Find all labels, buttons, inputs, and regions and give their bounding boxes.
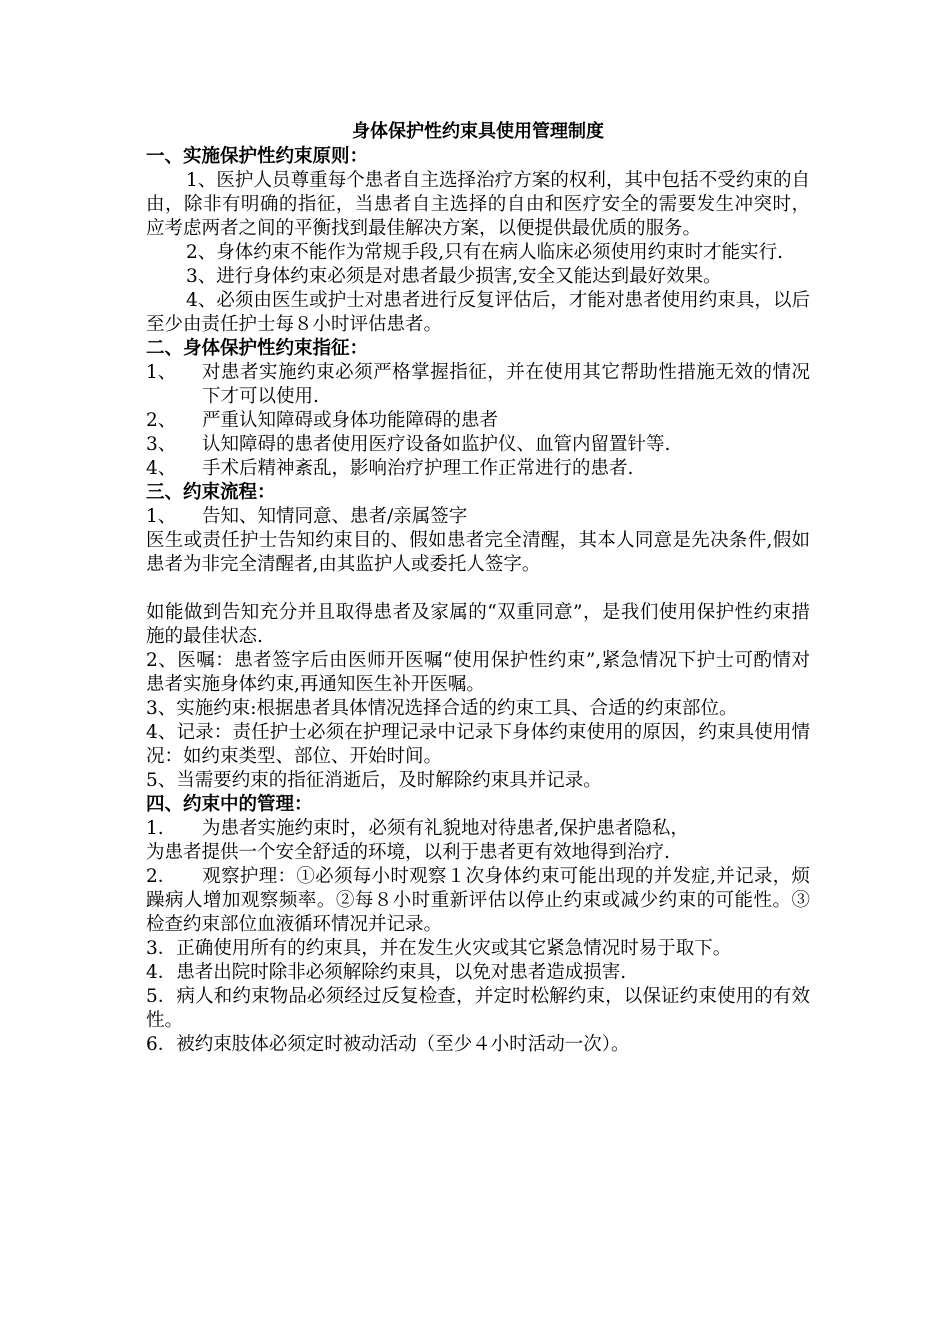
list-number: 1、 bbox=[146, 362, 177, 383]
paragraph: 2、身体约束不能作为常规手段,只有在病人临床必须使用约束时才能实行. bbox=[186, 242, 784, 263]
section-heading-2: 二、身体保护性约束指征： bbox=[146, 338, 369, 359]
list-text: 认知障碍的患者使用医疗设备如监护仪、血管内留置针等. bbox=[202, 434, 671, 455]
list-number: 1、 bbox=[146, 506, 177, 527]
paragraph: 3．正确使用所有的约束具，并在发生火灾或其它紧急情况时易于取下。 bbox=[146, 938, 732, 959]
list-text: 对患者实施约束必须严格掌握指征，并在使用其它帮助性措施无效的情况下才可以使用. bbox=[202, 362, 810, 407]
document-page bbox=[146, 120, 810, 1057]
paragraph: 4、记录：责任护士必须在护理记录中记录下身体约束使用的原因，约束具使用情况：如约束类型、部位、开始时间。 bbox=[146, 722, 810, 767]
paragraph: 2、医嘱：患者签字后由医师开医嘱“使用保护性约束”,紧急情况下护士可酌情对患者实施身体约束,再通知医生补开医嘱。 bbox=[146, 650, 810, 695]
list-text: 告知、知情同意、患者/亲属签字 bbox=[202, 506, 468, 527]
list-number: 1. bbox=[146, 818, 164, 839]
list-item bbox=[146, 409, 810, 433]
list-text: 为患者实施约束时，必须有礼貌地对待患者,保护患者隐私， bbox=[202, 818, 689, 839]
paragraph: 4、必须由医生或护士对患者进行反复评估后，才能对患者使用约束具，以后至少由责任护士每８小时评估患者。 bbox=[146, 290, 810, 335]
paragraph: 4．患者出院时除非必须解除约束具，以免对患者造成损害. bbox=[146, 962, 627, 983]
paragraph bbox=[146, 865, 810, 937]
page-title: 身体保护性约束具使用管理制度 bbox=[352, 121, 604, 142]
section-heading-3: 三、约束流程： bbox=[146, 482, 276, 503]
paragraph: 如能做到告知充分并且取得患者及家属的“双重同意”，是我们使用保护性约束措施的最佳状态. bbox=[146, 602, 810, 647]
paragraph: 1、医护人员尊重每个患者自主选择治疗方案的权利，其中包括不受约束的自由，除非有明确的指征，当患者自主选择的自由和医疗安全的需要发生冲突时，应考虑两者之间的平衡找到最佳解决方案，以便提供最优质的服务。 bbox=[146, 170, 810, 239]
paragraph: 医生或责任护士告知约束目的、假如患者完全清醒，其本人同意是先决条件,假如患者为非完全清醒者,由其监护人或委托人签字。 bbox=[146, 530, 810, 575]
list-item bbox=[146, 457, 810, 481]
list-item bbox=[146, 361, 810, 409]
list-number: 2、 bbox=[146, 410, 177, 431]
list-item bbox=[146, 817, 810, 841]
list-number: 2． bbox=[146, 866, 177, 887]
section-heading-4: 四、约束中的管理： bbox=[146, 794, 313, 815]
section-heading-1: 一、实施保护性约束原则： bbox=[146, 146, 369, 167]
list-text: 手术后精神紊乱，影响治疗护理工作正常进行的患者. bbox=[202, 458, 634, 479]
list-item bbox=[146, 433, 810, 457]
paragraph: 为患者提供一个安全舒适的环境，以利于患者更有效地得到治疗. bbox=[146, 842, 670, 863]
list-number: 3、 bbox=[146, 434, 177, 455]
list-number: 4、 bbox=[146, 458, 177, 479]
list-text: 严重认知障碍或身体功能障碍的患者 bbox=[202, 410, 499, 431]
paragraph: 6．被约束肢体必须定时被动活动（至少４小时活动一次）。 bbox=[146, 1034, 630, 1055]
paragraph: 5．病人和约束物品必须经过反复检查，并定时松解约束，以保证约束使用的有效性。 bbox=[146, 986, 810, 1031]
paragraph: 3、进行身体约束必须是对患者最少损害,安全又能达到最好效果。 bbox=[186, 266, 722, 287]
list-text: 观察护理：①必须每小时观察１次身体约束可能出现的并发症,并记录，烦躁病人增加观察频率。②每８小时重新评估以停止约束或减少约束的可能性。③检查约束部位血液循环情况并记录。 bbox=[146, 866, 810, 935]
paragraph: 5、当需要约束的指征消逝后，及时解除约束具并记录。 bbox=[146, 770, 602, 791]
blank-line bbox=[146, 577, 810, 601]
paragraph: 3、实施约束:根据患者具体情况选择合适的约束工具、合适的约束部位。 bbox=[146, 698, 738, 719]
list-item bbox=[146, 505, 810, 529]
